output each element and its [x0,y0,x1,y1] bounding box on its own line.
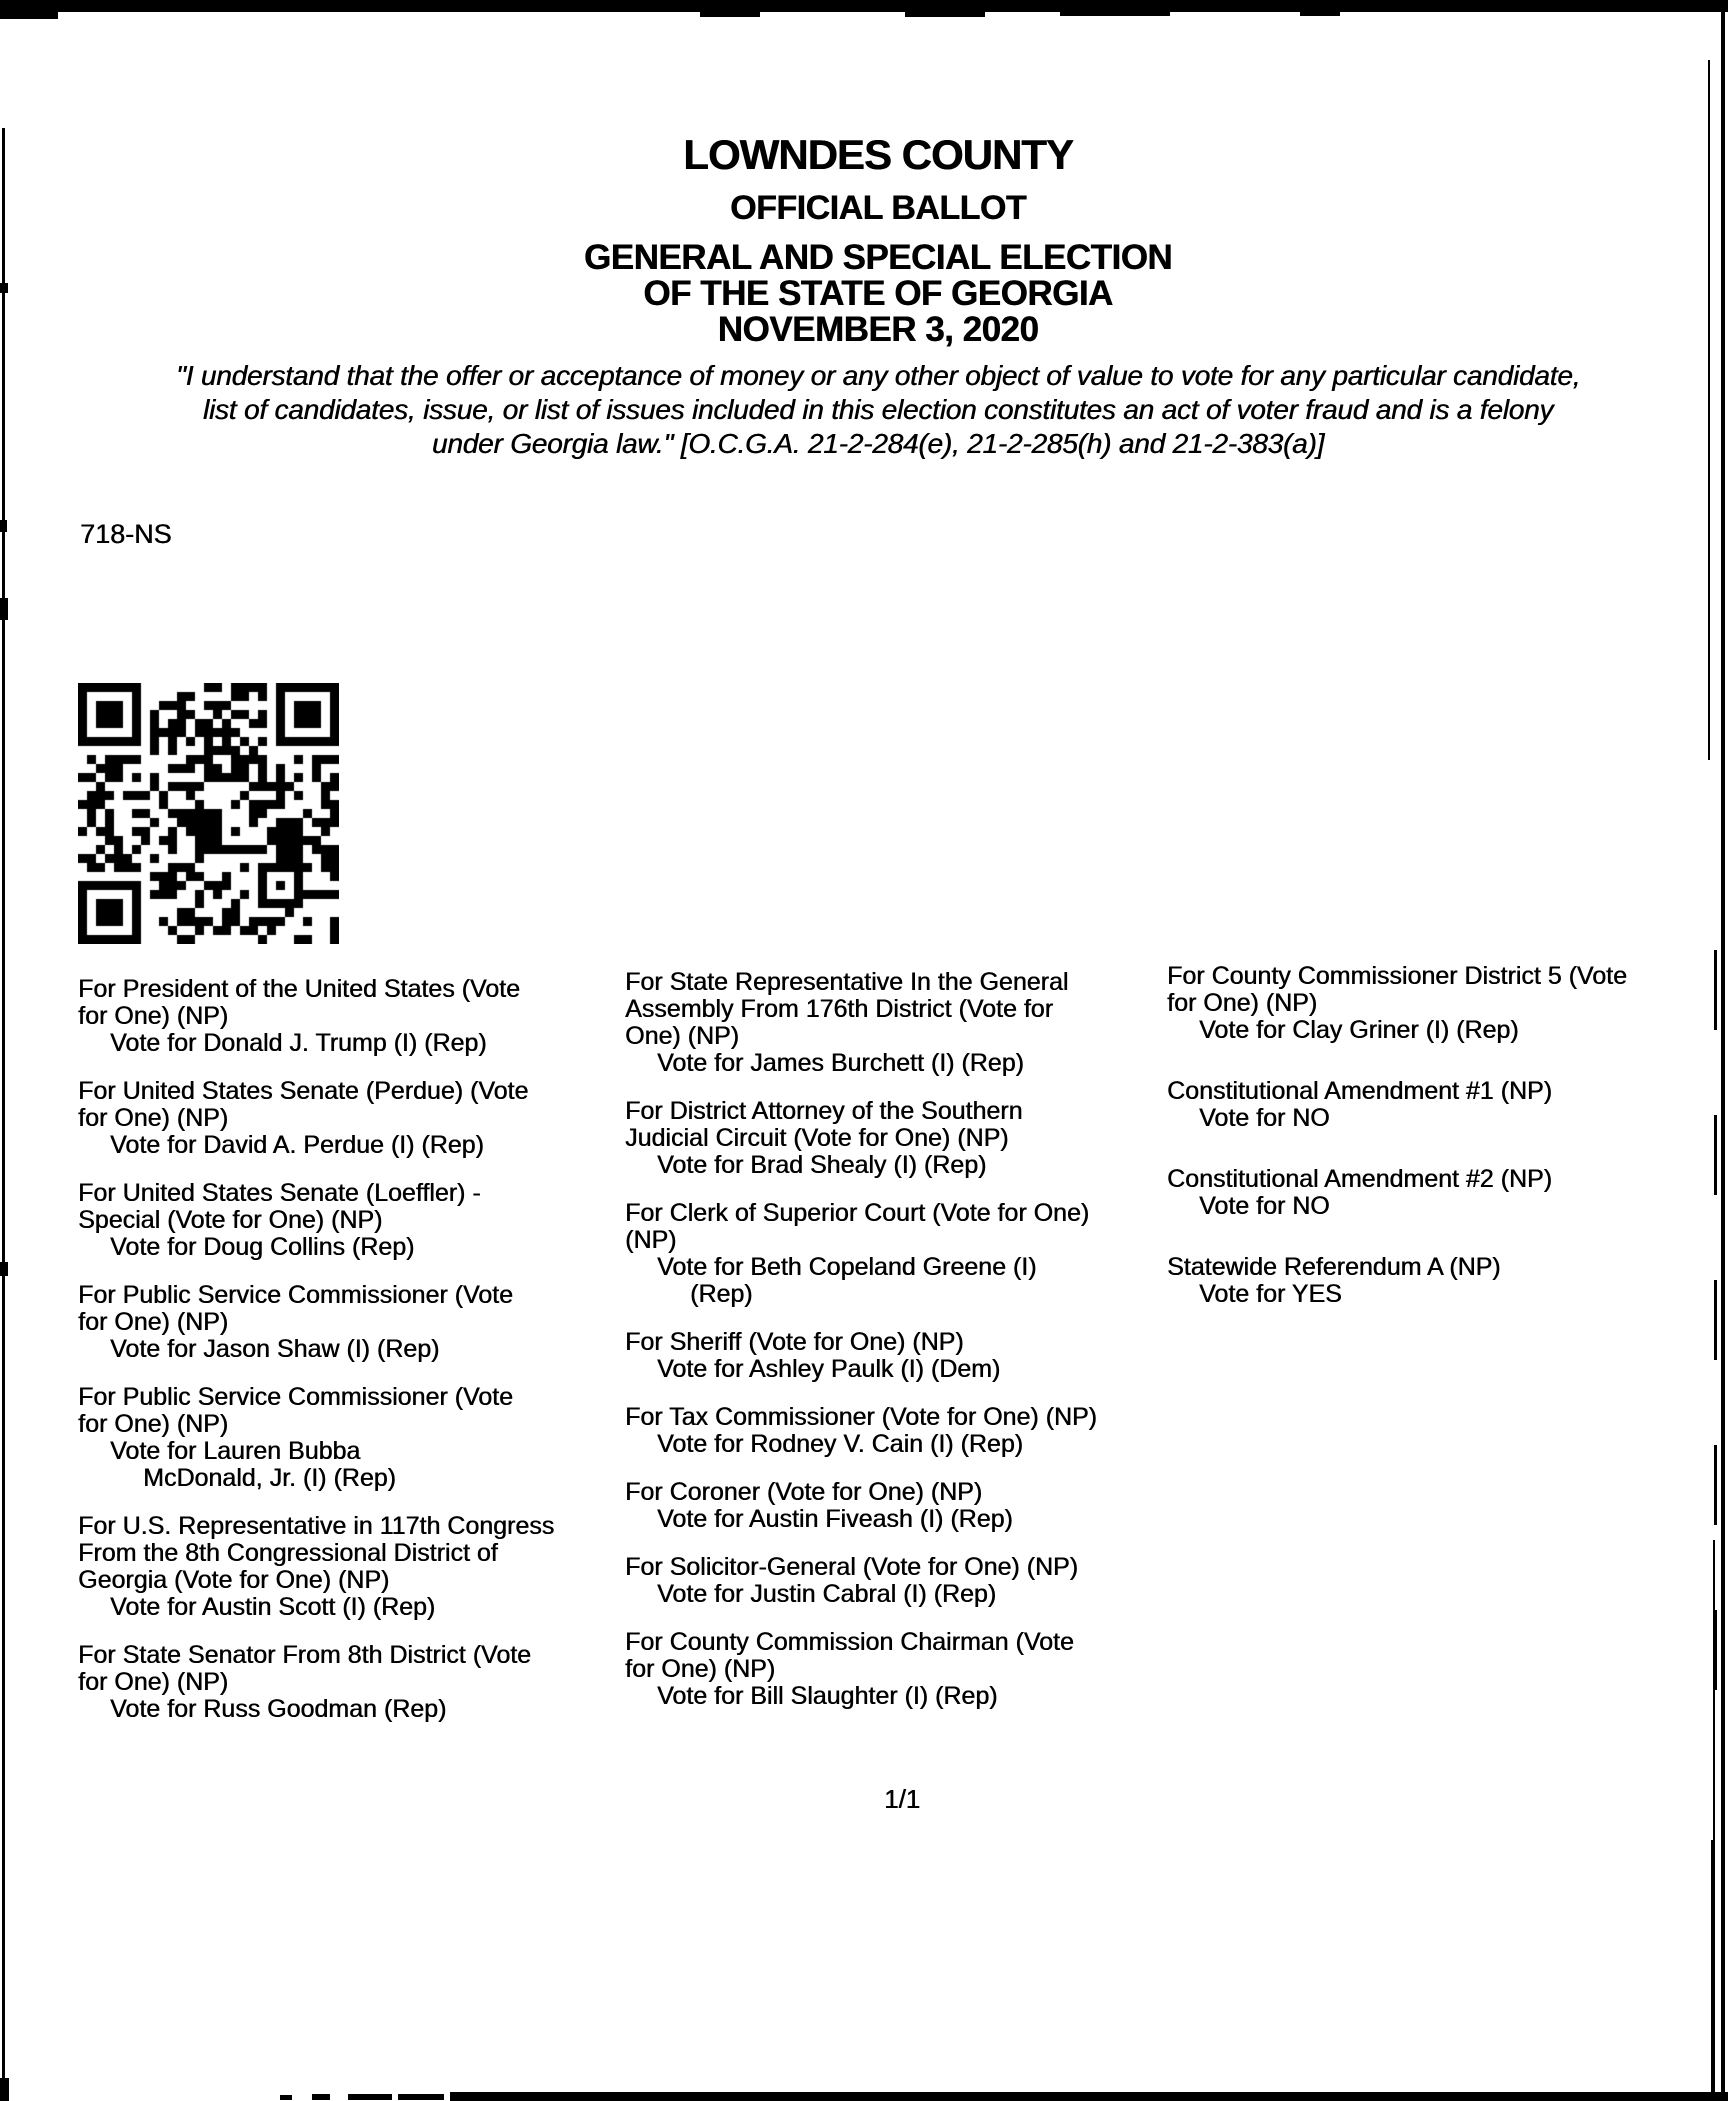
contest-title-line: for One) (NP) [625,1655,776,1683]
contest-title-line: For Public Service Commissioner (Vote [78,1281,513,1309]
vote-line: Vote for Ashley Paulk (I) (Dem) [657,1355,1001,1383]
contest-title-line: Constitutional Amendment #1 (NP) [1167,1077,1552,1105]
contest-block [625,1554,1165,1608]
contest-title-line: From the 8th Congressional District of [78,1539,498,1567]
contest-title-line: For Solicitor-General (Vote for One) (NP) [625,1553,1078,1581]
page-number: 1/1 [884,1784,921,1814]
fraud-disclaimer-line3: under Georgia law." [O.C.G.A. 21-2-284(e), 21-2-285(h) and 21-2-383(a)] [431,428,1325,459]
contest-title-line: for One) (NP) [78,1410,229,1438]
contest-block [78,1513,598,1621]
contest-column-2 [625,969,1165,1731]
contest-block [1167,1166,1727,1220]
contest-block [625,1629,1165,1710]
contest-title-line: For County Commissioner District 5 (Vote [1167,962,1627,990]
contest-block [1167,1254,1727,1308]
scan-artifact-top-left-blob [0,0,58,19]
vote-line: Vote for Lauren Bubba [110,1437,361,1465]
contest-title-line: (NP) [625,1226,677,1254]
scan-artifact-left-line [2,128,5,2101]
contest-title-line: Statewide Referendum A (NP) [1167,1253,1501,1281]
contest-title-line: for One) (NP) [78,1104,229,1132]
scan-artifact-bottom-dash [398,2094,444,2100]
ballot-style-code: 718-NS [80,519,172,549]
contest-title-line: Constitutional Amendment #2 (NP) [1167,1165,1552,1193]
scan-artifact-top-tick [1300,12,1340,16]
scan-artifact-top-tick [700,12,760,17]
scan-artifact-bottom-dash [280,2095,292,2100]
vote-line: Vote for NO [1199,1192,1330,1220]
contest-block [78,976,598,1057]
contest-block [78,1384,598,1492]
vote-line: Vote for NO [1199,1104,1330,1132]
vote-line: Vote for David A. Perdue (I) (Rep) [110,1131,484,1159]
scan-artifact-bottom-bar [450,2092,1728,2101]
election-date: NOVEMBER 3, 2020 [717,310,1039,349]
scan-artifact-left-tick [0,283,8,293]
scan-artifact-top-tick [905,12,985,17]
vote-line: Vote for Beth Copeland Greene (I) [657,1253,1037,1281]
contest-title-line: For Sheriff (Vote for One) (NP) [625,1328,964,1356]
contest-title-line: For U.S. Representative in 117th Congress [78,1512,555,1540]
contest-title-line: Georgia (Vote for One) (NP) [78,1566,390,1594]
contest-title-line: For Clerk of Superior Court (Vote for One) [625,1199,1090,1227]
contest-title-line: for One) (NP) [78,1002,229,1030]
election-name-line2: OF THE STATE OF GEORGIA [643,274,1113,313]
vote-line: Vote for Brad Shealy (I) (Rep) [657,1151,987,1179]
contest-title-line: For State Senator From 8th District (Vote [78,1641,531,1669]
vote-line: Vote for Jason Shaw (I) (Rep) [110,1335,440,1363]
contest-block [625,1098,1165,1179]
contest-block [78,1282,598,1363]
contest-column-1 [78,976,598,1744]
vote-line: McDonald, Jr. (I) (Rep) [143,1464,396,1492]
vote-line: Vote for Clay Griner (I) (Rep) [1199,1016,1519,1044]
contest-title-line: for One) (NP) [1167,989,1318,1017]
contest-block [1167,963,1727,1044]
contest-block [78,1642,598,1723]
vote-line: Vote for Austin Fiveash (I) (Rep) [657,1505,1013,1533]
scan-artifact-top-bar [0,0,1728,12]
scan-artifact-top-tick [1060,12,1170,16]
scan-artifact-left-tick [0,1262,8,1276]
qr-code [78,683,339,944]
contest-title-line: for One) (NP) [78,1668,229,1696]
contest-block [625,1200,1165,1308]
ballot-type-heading: OFFICIAL BALLOT [730,189,1026,227]
contest-title-line: For County Commission Chairman (Vote [625,1628,1074,1656]
contest-title-line: For State Representative In the General [625,968,1069,996]
contest-title-line: Special (Vote for One) (NP) [78,1206,383,1234]
contest-title-line: For Public Service Commissioner (Vote [78,1383,513,1411]
scan-artifact-right-dash [1714,1445,1717,1525]
contest-block [1167,1078,1727,1132]
vote-line: Vote for Russ Goodman (Rep) [110,1695,447,1723]
contest-block [625,1479,1165,1533]
vote-line: Vote for James Burchett (I) (Rep) [657,1049,1024,1077]
contest-block [78,1180,598,1261]
contest-title-line: For President of the United States (Vote [78,975,520,1003]
vote-line: Vote for YES [1199,1280,1342,1308]
election-name-line1: GENERAL AND SPECIAL ELECTION [583,238,1173,277]
contest-block [625,1329,1165,1383]
contest-title-line: For Tax Commissioner (Vote for One) (NP) [625,1403,1097,1431]
county-title: LOWNDES COUNTY [683,131,1073,178]
contest-title-line: For Coroner (Vote for One) (NP) [625,1478,983,1506]
contest-block [625,969,1165,1077]
contest-title-line: Assembly From 176th District (Vote for [625,995,1053,1023]
contest-block [78,1078,598,1159]
contest-title-line: For United States Senate (Perdue) (Vote [78,1077,529,1105]
vote-line: Vote for Justin Cabral (I) (Rep) [657,1580,997,1608]
vote-line: Vote for Austin Scott (I) (Rep) [110,1593,436,1621]
fraud-disclaimer-line2: list of candidates, issue, or list of issues included in this election constitutes an act of voter fraud and is a felony [202,394,1554,425]
scan-artifact-left-tick [0,598,8,620]
vote-line: (Rep) [690,1280,753,1308]
contest-title-line: for One) (NP) [78,1308,229,1336]
contest-title-line: Judicial Circuit (Vote for One) (NP) [625,1124,1009,1152]
vote-line: Vote for Bill Slaughter (I) (Rep) [657,1682,998,1710]
scan-artifact-left-tick [0,520,7,532]
scan-artifact-bottom-dash [348,2094,392,2100]
scan-artifact-bottom-dash [312,2094,330,2100]
scan-artifact-right-line-lower-thick [1711,1840,1715,2101]
contest-title-line: For United States Senate (Loeffler) - [78,1179,481,1207]
vote-line: Vote for Doug Collins (Rep) [110,1233,415,1261]
scan-artifact-left-tick [0,2078,9,2101]
contest-block [625,1404,1165,1458]
contest-column-3 [1167,963,1727,1342]
contest-title-line: One) (NP) [625,1022,739,1050]
vote-line: Vote for Donald J. Trump (I) (Rep) [110,1029,487,1057]
vote-line: Vote for Rodney V. Cain (I) (Rep) [657,1430,1023,1458]
fraud-disclaimer-line1: "I understand that the offer or acceptance of money or any other object of value to vote for any particular candidate, [175,360,1581,391]
contest-title-line: For District Attorney of the Southern [625,1097,1023,1125]
